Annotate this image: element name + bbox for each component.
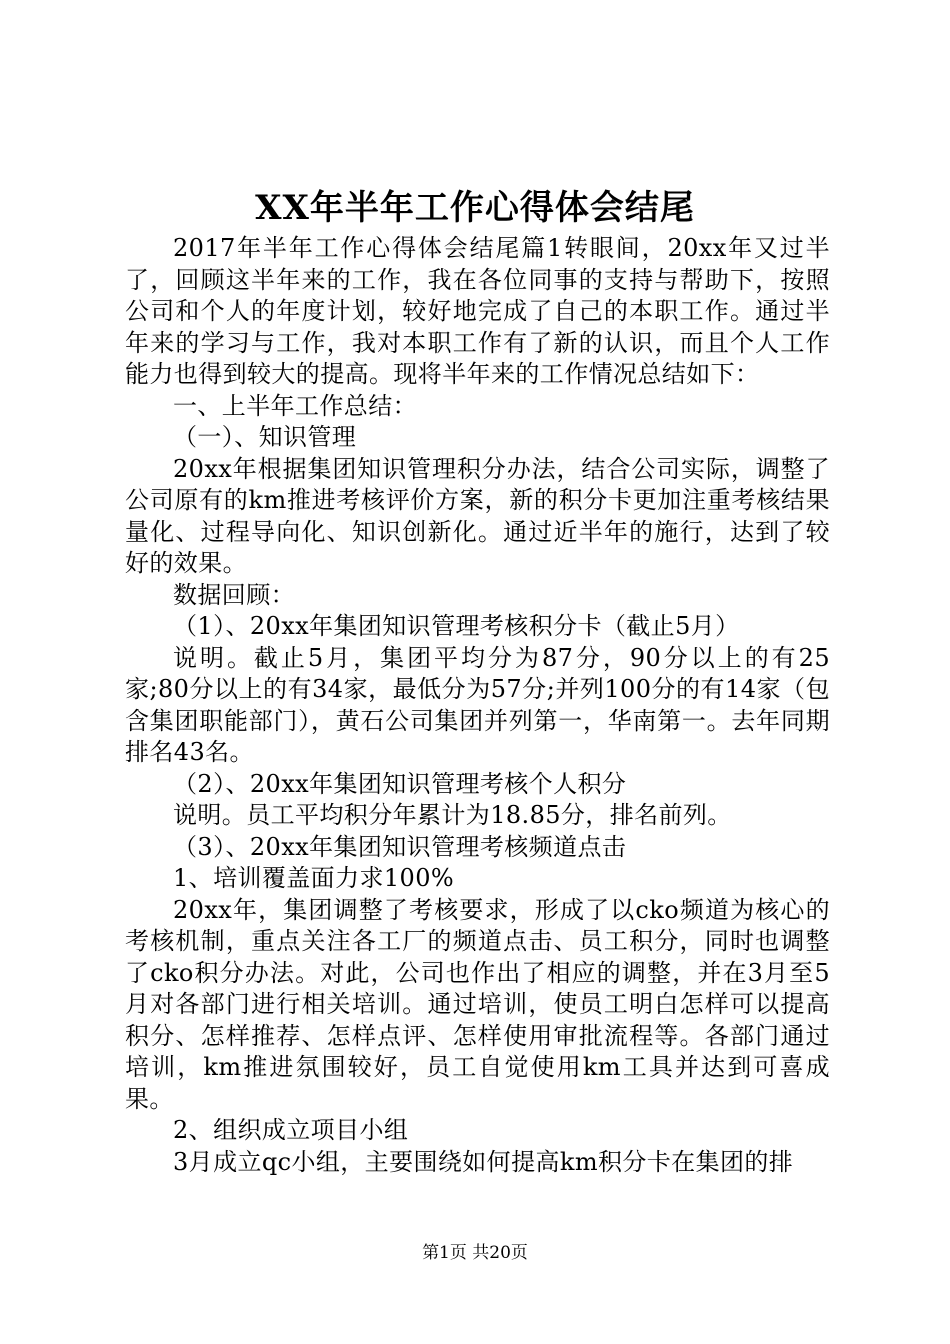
point-heading-training-coverage: 1、培训覆盖面力求100%: [173, 864, 455, 892]
document-body: [125, 233, 830, 1178]
paragraph-personal-points-note: 说明。员工平均积分年累计为18.85分，排名前列。: [173, 801, 732, 829]
paragraph-training-details: 20xx年，集团调整了考核要求，形成了以cko频道为核心的考核机制，重点关注各工厂的频道点击、员工积分，同时也调整了cko积分办法。对此，公司也作出了相应的调整，并在3月至5月对各部门进行相关培训。通过培训，使员工明白怎样可以提高积分、怎样推荐、怎样点评、怎样使用审批流程等。各部门通过培训，km推进氛围较好，员工自觉使用km工具并达到可喜成果。: [125, 895, 830, 1113]
paragraph-intro: 2017年半年工作心得体会结尾篇1转眼间，20xx年又过半了，回顾这半年来的工作，我在各位同事的支持与帮助下，按照公司和个人的年度计划，较好地完成了自己的本职工作。通过半年来的学习与工作，我对本职工作有了新的认识，而且个人工作能力也得到较大的提高。现将半年来的工作情况总结如下：: [125, 234, 830, 388]
subsection-heading-knowledge-management: （一）、知识管理: [173, 423, 357, 451]
paragraph-qc-team: 3月成立qc小组，主要围绕如何提高km积分卡在集团的排: [173, 1147, 794, 1176]
page-footer: 第1页 共20页: [422, 1243, 528, 1263]
paragraph-km-scheme: 20xx年根据集团知识管理积分办法，结合公司实际，调整了公司原有的km推进考核评价方案，新的积分卡更加注重考核结果量化、过程导向化、知识创新化。通过近半年的施行，达到了较好的效果。: [125, 454, 830, 577]
item-heading-scorecard: （1）、20xx年集团知识管理考核积分卡（截止5月）: [173, 612, 740, 640]
item-heading-personal-points: （2）、20xx年集团知识管理考核个人积分: [173, 769, 627, 798]
paragraph-scorecard-note: 说明。截止5月，集团平均分为87分，90分以上的有25家;80分以上的有34家，最低分为57分;并列100分的有14家（包含集团职能部门），黄石公司集团并列第一，华南第一。去年同期排名43名。: [125, 643, 830, 766]
point-heading-project-team: 2、组织成立项目小组: [173, 1116, 409, 1144]
document-title: XX年半年工作心得体会结尾: [255, 188, 695, 228]
section-heading-first-half-summary: 一、上半年工作总结：: [173, 391, 417, 420]
paragraph-data-review: 数据回顾：: [173, 580, 295, 609]
item-heading-channel-clicks: （3）、20xx年集团知识管理考核频道点击: [173, 832, 627, 861]
